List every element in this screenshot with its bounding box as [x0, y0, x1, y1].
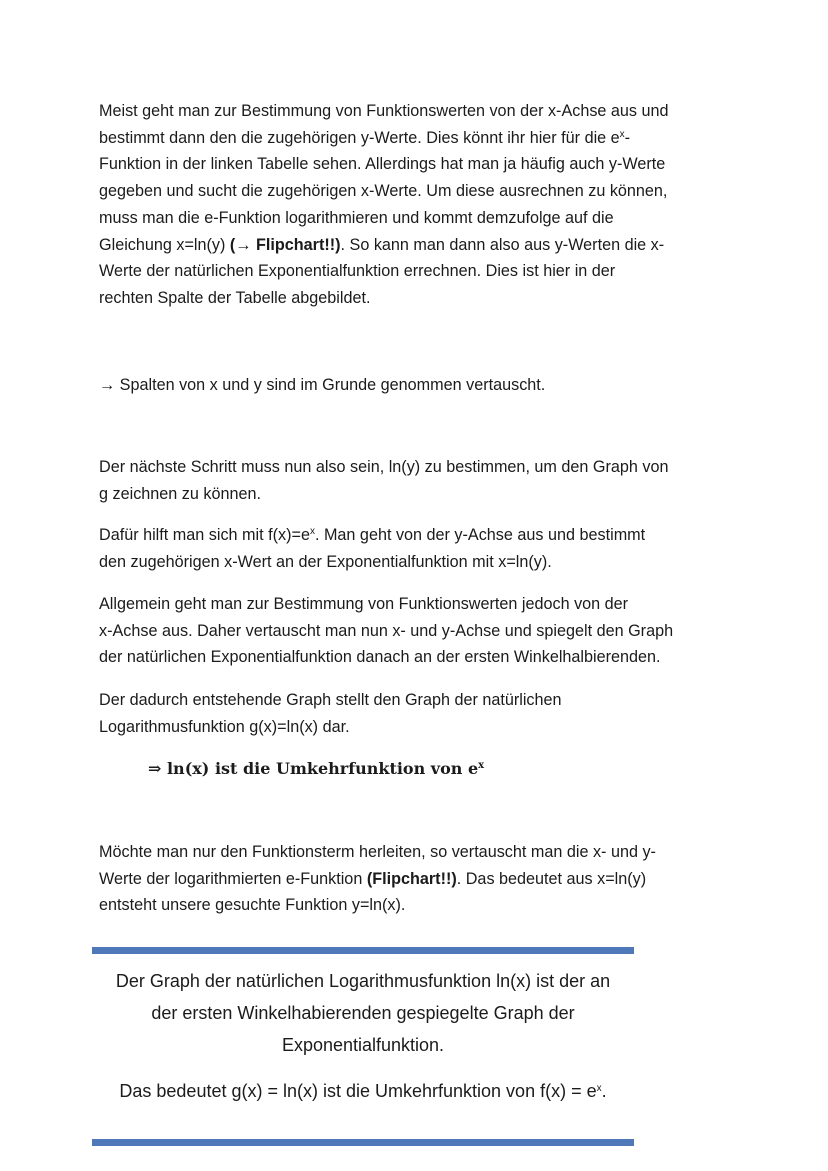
- intro-line-2: bestimmt dann den die zugehörigen y-Werte. Dies könnt ihr hier für die $e^x-$: [99, 128, 631, 147]
- intro-line-3: Funktion in der linken Tabelle sehen. Allerdings hat man ja häufig auch y-Werte: [99, 155, 666, 174]
- intro-line-4: gegeben und sucht die zugehörigen x-Werte. Um diese ausrechnen zu können,: [99, 182, 668, 201]
- intro-line-7: Werte der natürlichen Exponentialfunktion errechnen. Dies ist hier in der: [99, 262, 616, 281]
- flipchart-reference: (Flipchart!!): [366, 869, 457, 888]
- summary-top-rule: [92, 947, 634, 954]
- summary-bottom-rule: [92, 1139, 634, 1146]
- next-step-paragraph: Der nächste Schritt muss nun also sein, ln(y) zu bestimmen, um den Graph von g zeichnen zu können.: [99, 458, 669, 503]
- intro-line-1: Meist geht man zur Bestimmung von Funktionswerten von der x-Achse aus und: [99, 102, 669, 120]
- arrow-note: → Spalten von x und y sind im Grunde genommen vertauscht.: [99, 376, 546, 394]
- intro-line-8: rechten Spalte der Tabelle abgebildet.: [99, 288, 371, 307]
- conclusion-statement: ⇒ ln(x) ist die Umkehrfunktion von $e^x$: [148, 759, 485, 778]
- summary-line-2: der ersten Winkelhabierenden gespiegelte Graph der: [151, 1003, 575, 1023]
- summary-line-3: Exponentialfunktion.: [281, 1035, 445, 1055]
- flipchart-reference: (→ Flipchart!!): [229, 235, 341, 254]
- intro-line-6: Gleichung x=ln(y) (→ Flipchart!!). So kann man dann also aus y-Werten die x-: [99, 235, 665, 254]
- intro-line-5: muss man die e-Funktion logarithmieren und kommt demzufolge auf die: [99, 208, 614, 227]
- resulting-graph-paragraph: Der dadurch entstehende Graph stellt den Graph der natürlichen Logarithmusfunktion g(x)=ln(x) dar.: [99, 691, 562, 736]
- exponent-x: x: [309, 526, 315, 537]
- general-paragraph: Allgemein geht man zur Bestimmung von Funktionswerten jedoch von der x-Achse aus. Daher vertauscht man nun x- und y-Achse und spiegelt den Graph der natürlichen Exponentialfunktion danach an der ersten Winkelhalbierenden.: [99, 595, 674, 667]
- derivation-paragraph: Möchte man nur den Funktionsterm herleiten, so vertauscht man die x- und y- Werte der logarithmierten e-Funktion (Flipchart!!). Das bedeutet aus x=ln(y) entsteht unsere gesuchte Funktion y=ln(x).: [99, 843, 656, 915]
- exponent-x: x: [596, 1083, 602, 1094]
- summary-line-1: Der Graph der natürlichen Logarithmusfunktion ln(x) ist der an: [115, 971, 611, 991]
- exponent-x: x: [478, 760, 485, 771]
- intro-paragraph: [99, 98, 731, 312]
- summary-line-4: Das bedeutet g(x) = ln(x) ist die Umkehrfunktion von $f(x) = e^x$.: [119, 1081, 607, 1101]
- exponent-x: x: [619, 128, 625, 140]
- exponential-paragraph: Dafür hilft man sich mit $f(x)=e^x$. Man geht von der y-Achse aus und bestimmt den zugehörigen x-Wert an der Exponentialfunktion mit x=ln(y).: [99, 526, 646, 571]
